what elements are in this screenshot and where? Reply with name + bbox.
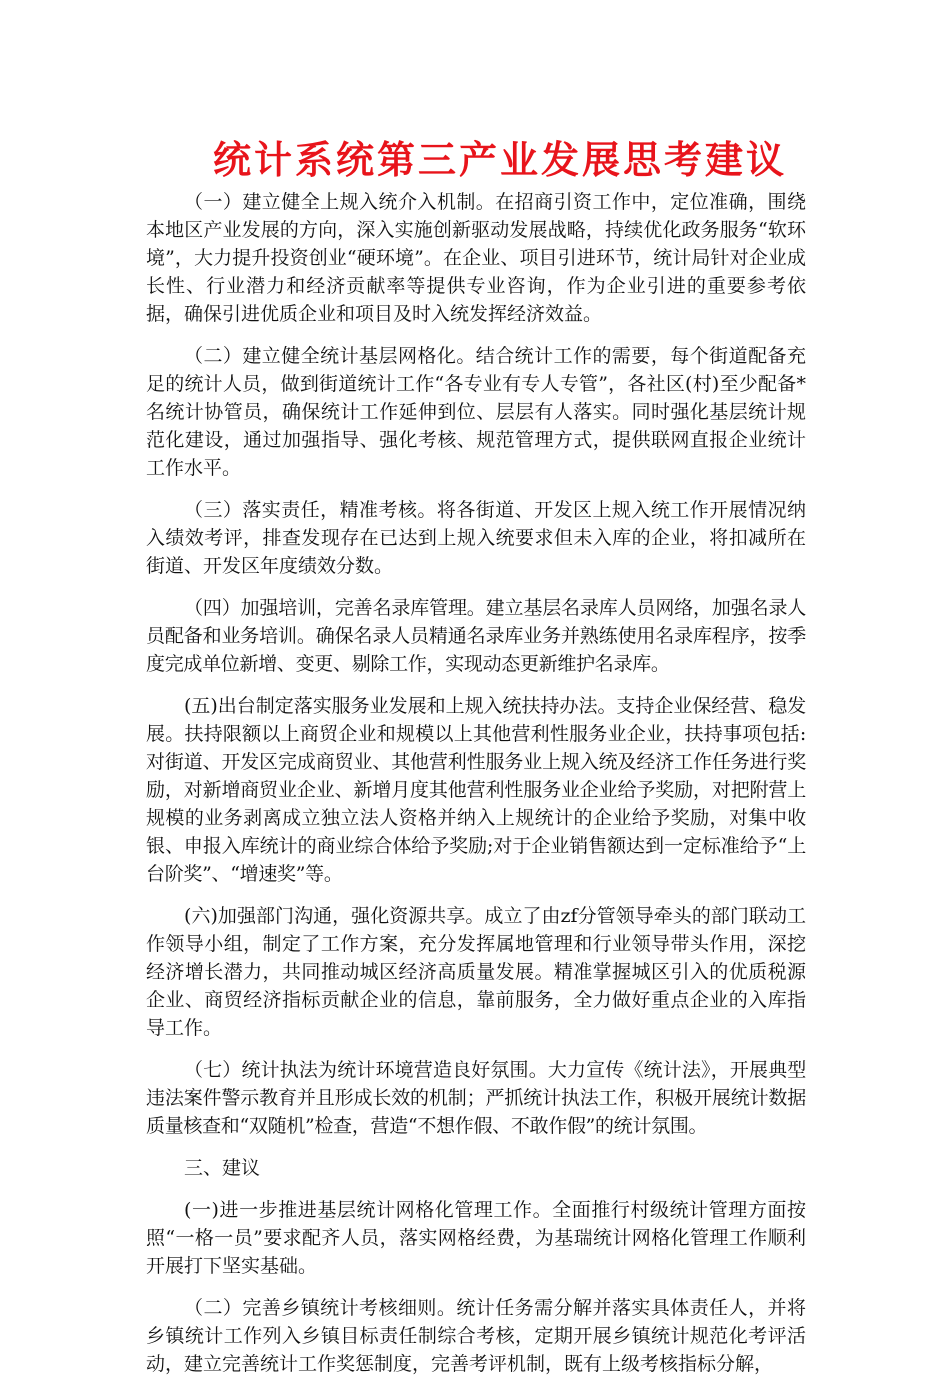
paragraph-7: （七）统计执法为统计环境营造良好氛围。大力宣传《统计法》，开展典型违法案件警示教育并且形成长效的机制；严抓统计执法工作，积极开展统计数据质量核查和“双随机”检查，营造“不想作假、不敢作假”的统计氛围。: [146, 1059, 806, 1137]
document-body: [146, 188, 806, 1392]
paragraph-8: (一)进一步推进基层统计网格化管理工作。全面推行村级统计管理方面按照“一格一员”要求配齐人员，落实网格经费，为基瑞统计网格化管理工作顺利开展打下坚实基础。: [146, 1199, 806, 1277]
paragraph-1: （一）建立健全上规入统介入机制。在招商引资工作中，定位准确，围绕本地区产业发展的方向，深入实施创新驱动发展战略，持续优化政务服务“软环境”，大力提升投资创业“硬环境”。在企业、项目引进环节，统计局针对企业成长性、行业潜力和经济贡献率等提供专业咨询，作为企业引进的重要参考依据，确保引进优质企业和项目及时入统发挥经济效益。: [146, 191, 806, 325]
document-title: 统计系统第三产业发展思考建议: [212, 137, 787, 182]
paragraph-5: (五)出台制定落实服务业发展和上规入统扶持办法。支持企业保经营、稳发展。扶持限额以上商贸企业和规模以上其他营利性服务业企业，扶持事项包括:对街道、开发区完成商贸业、其他营利性服务业上规入统及经济工作任务进行奖励，对新增商贸业企业、新增月度其他营利性服务业企业给予奖励，对把附营上规模的业务剥离成立独立法人资格并纳入上规统计的企业给予奖励，对集中收银、申报入库统计的商业综合体给予奖励;对于企业销售额达到一定标准给予“上台阶奖”、“增速奖”等。: [146, 695, 806, 885]
paragraph-4: （四）加强培训，完善名录库管理。建立基层名录库人员网络，加强名录人员配备和业务培训。确保名录人员精通名录库业务并熟练使用名录库程序，按季度完成单位新增、变更、剔除工作，实现动态更新维护名录库。: [146, 597, 806, 675]
paragraph-9: （二）完善乡镇统计考核细则。统计任务需分解并落实具体责任人，并将乡镇统计工作列入乡镇目标责任制综合考核，定期开展乡镇统计规范化考评活动，建立完善统计工作奖惩制度，完善考评机制，既有上级考核指标分解，: [146, 1297, 806, 1375]
section-heading-suggestions: 三、建议: [184, 1157, 261, 1179]
paragraph-2: （二）建立健全统计基层网格化。结合统计工作的需要，每个街道配备充足的统计人员，做到街道统计工作“各专业有专人专管”，各社区(村)至少配备*名统计协管员，确保统计工作延伸到位、层层有人落实。同时强化基层统计规范化建设，通过加强指导、强化考核、规范管理方式，提供联网直报企业统计工作水平。: [146, 345, 806, 479]
paragraph-3: （三）落实责任，精准考核。将各街道、开发区上规入统工作开展情况纳入绩效考评，排查发现存在已达到上规入统要求但未入库的企业，将扣减所在街道、开发区年度绩效分数。: [146, 499, 806, 577]
paragraph-6: (六)加强部门沟通，强化资源共享。成立了由zf分管领导牵头的部门联动工作领导小组，制定了工作方案，充分发挥属地管理和行业领导带头作用，深挖经济增长潜力，共同推动城区经济高质量发展。精准掌握城区引入的优质税源企业、商贸经济指标贡献企业的信息，靠前服务，全力做好重点企业的入库指导工作。: [146, 905, 806, 1039]
